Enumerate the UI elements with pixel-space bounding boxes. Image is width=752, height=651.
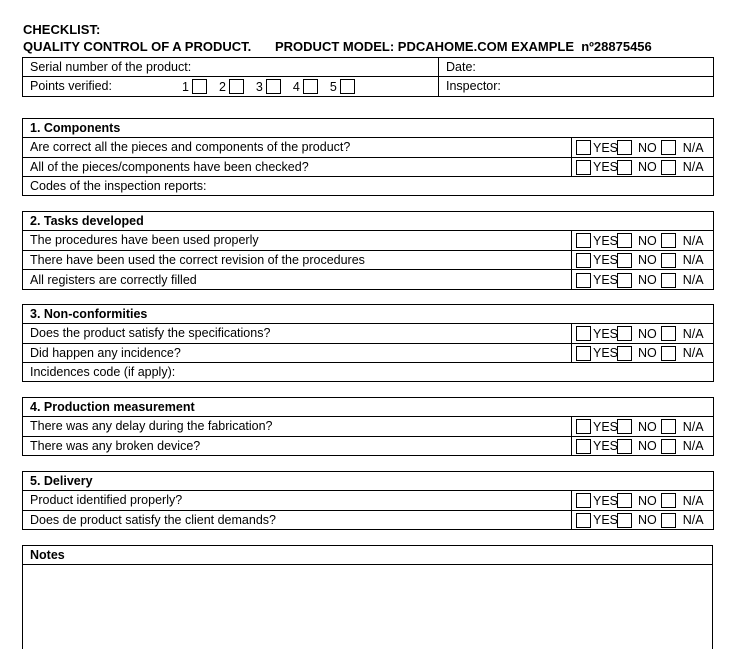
question-row: [23, 270, 714, 290]
product-model: PRODUCT MODEL: PDCAHOME.COM EXAMPLE nº28875456: [275, 39, 652, 54]
point-checkbox[interactable]: [192, 79, 207, 94]
section-title: 2. Tasks developed: [23, 212, 714, 231]
yes-label: YES: [593, 273, 619, 288]
question-text: All of the pieces/components have been checked?: [23, 157, 572, 177]
na-checkbox[interactable]: [661, 140, 676, 155]
no-checkbox[interactable]: [617, 233, 632, 248]
section-table: [22, 397, 714, 456]
no-label: NO: [638, 273, 657, 288]
yes-checkbox[interactable]: [576, 439, 591, 454]
na-label: N/A: [682, 233, 704, 248]
question-row: [23, 510, 714, 530]
no-label: NO: [638, 513, 657, 528]
na-checkbox[interactable]: [661, 326, 676, 341]
section-title: 5. Delivery: [23, 472, 714, 491]
question-text: Did happen any incidence?: [23, 343, 572, 363]
no-label: NO: [638, 140, 657, 155]
na-checkbox[interactable]: [661, 273, 676, 288]
yes-checkbox[interactable]: [576, 160, 591, 175]
no-label: NO: [638, 233, 657, 248]
answer-options: [572, 491, 714, 511]
section-table: [22, 118, 714, 196]
no-checkbox[interactable]: [617, 493, 632, 508]
answer-options: [572, 231, 714, 251]
na-label: N/A: [682, 253, 704, 268]
point-checkbox[interactable]: [340, 79, 355, 94]
section-title: 4. Production measurement: [23, 398, 714, 417]
yes-label: YES: [593, 513, 619, 528]
question-row: [23, 138, 714, 158]
free-text-label: Incidences code (if apply):: [30, 365, 176, 380]
answer-options: [572, 343, 714, 363]
point-number: 2: [218, 79, 226, 94]
point-number: 3: [255, 79, 263, 94]
no-checkbox[interactable]: [617, 419, 632, 434]
points-checkboxes: [170, 79, 355, 93]
info-table: [22, 57, 714, 97]
notes-title: Notes: [23, 546, 713, 565]
section-table: [22, 304, 714, 382]
answer-options: [572, 510, 714, 530]
na-label: N/A: [682, 513, 704, 528]
na-checkbox[interactable]: [661, 419, 676, 434]
point-checkbox[interactable]: [266, 79, 281, 94]
yes-checkbox[interactable]: [576, 493, 591, 508]
yes-checkbox[interactable]: [576, 253, 591, 268]
yes-checkbox[interactable]: [576, 419, 591, 434]
no-label: NO: [638, 439, 657, 454]
answer-options: [572, 324, 714, 344]
question-row: [23, 324, 714, 344]
no-checkbox[interactable]: [617, 160, 632, 175]
free-text-label: Codes of the inspection reports:: [30, 179, 207, 194]
na-label: N/A: [682, 140, 704, 155]
answer-options: [572, 270, 714, 290]
point-number: 4: [292, 79, 300, 94]
date-field[interactable]: [439, 58, 714, 77]
no-checkbox[interactable]: [617, 346, 632, 361]
question-row: [23, 157, 714, 177]
yes-label: YES: [593, 439, 619, 454]
no-label: NO: [638, 419, 657, 434]
question-text: Does de product satisfy the client demands?: [23, 510, 572, 530]
yes-checkbox[interactable]: [576, 513, 591, 528]
form-title: QUALITY CONTROL OF A PRODUCT.: [23, 39, 252, 54]
yes-checkbox[interactable]: [576, 346, 591, 361]
no-label: NO: [638, 493, 657, 508]
no-label: NO: [638, 160, 657, 175]
answer-options: [572, 417, 714, 437]
yes-label: YES: [593, 326, 619, 341]
question-text: Product identified properly?: [23, 491, 572, 511]
na-checkbox[interactable]: [661, 233, 676, 248]
question-row: [23, 343, 714, 363]
free-text-field[interactable]: [23, 177, 714, 196]
question-row: [23, 250, 714, 270]
yes-checkbox[interactable]: [576, 273, 591, 288]
yes-label: YES: [593, 160, 619, 175]
yes-label: YES: [593, 493, 619, 508]
yes-label: YES: [593, 419, 619, 434]
points-verified-label: Points verified:: [30, 79, 112, 93]
question-row: [23, 491, 714, 511]
no-checkbox[interactable]: [617, 273, 632, 288]
question-text: All registers are correctly filled: [23, 270, 572, 290]
na-label: N/A: [682, 493, 704, 508]
no-checkbox[interactable]: [617, 326, 632, 341]
serial-number-label: Serial number of the product:: [30, 60, 192, 74]
yes-checkbox[interactable]: [576, 233, 591, 248]
inspector-label: Inspector:: [446, 79, 501, 94]
question-text: There have been used the correct revision of the procedures: [23, 250, 572, 270]
point-number: 5: [329, 79, 337, 94]
date-label: Date:: [446, 60, 476, 74]
section-title: 3. Non-conformities: [23, 305, 714, 324]
no-label: NO: [638, 346, 657, 361]
section-table: [22, 211, 714, 290]
checklist-heading: CHECKLIST:: [23, 22, 101, 37]
na-label: N/A: [682, 326, 704, 341]
yes-checkbox[interactable]: [576, 140, 591, 155]
point-checkbox[interactable]: [229, 79, 244, 94]
notes-area[interactable]: [23, 565, 713, 650]
answer-options: [572, 138, 714, 158]
serial-number-field[interactable]: [23, 58, 439, 77]
question-row: [23, 231, 714, 251]
no-checkbox[interactable]: [617, 439, 632, 454]
no-checkbox[interactable]: [617, 253, 632, 268]
point-number: 1: [182, 79, 189, 94]
question-text: The procedures have been used properly: [23, 231, 572, 251]
na-label: N/A: [682, 419, 704, 434]
yes-label: YES: [593, 233, 619, 248]
answer-options: [572, 157, 714, 177]
inspector-field[interactable]: [439, 77, 714, 97]
question-text: Does the product satisfy the specifications?: [23, 324, 572, 344]
answer-options: [572, 250, 714, 270]
yes-label: YES: [593, 346, 619, 361]
points-verified-row: [23, 77, 439, 97]
no-label: NO: [638, 253, 657, 268]
yes-label: YES: [593, 253, 619, 268]
na-label: N/A: [682, 346, 704, 361]
question-row: [23, 417, 714, 437]
question-text: Are correct all the pieces and components of the product?: [23, 138, 572, 158]
point-checkbox[interactable]: [303, 79, 318, 94]
no-label: NO: [638, 326, 657, 341]
na-label: N/A: [682, 160, 704, 175]
na-label: N/A: [682, 273, 704, 288]
no-checkbox[interactable]: [617, 140, 632, 155]
na-checkbox[interactable]: [661, 513, 676, 528]
na-checkbox[interactable]: [661, 160, 676, 175]
yes-checkbox[interactable]: [576, 326, 591, 341]
question-text: There was any broken device?: [23, 436, 572, 456]
section-table: [22, 471, 714, 530]
notes-table: [22, 545, 713, 649]
na-checkbox[interactable]: [661, 439, 676, 454]
na-checkbox[interactable]: [661, 493, 676, 508]
na-label: N/A: [682, 439, 704, 454]
question-text: There was any delay during the fabrication?: [23, 417, 572, 437]
answer-options: [572, 436, 714, 456]
free-text-field[interactable]: [23, 363, 714, 382]
question-row: [23, 436, 714, 456]
yes-label: YES: [593, 140, 619, 155]
section-title: 1. Components: [23, 119, 714, 138]
na-checkbox[interactable]: [661, 253, 676, 268]
na-checkbox[interactable]: [661, 346, 676, 361]
no-checkbox[interactable]: [617, 513, 632, 528]
